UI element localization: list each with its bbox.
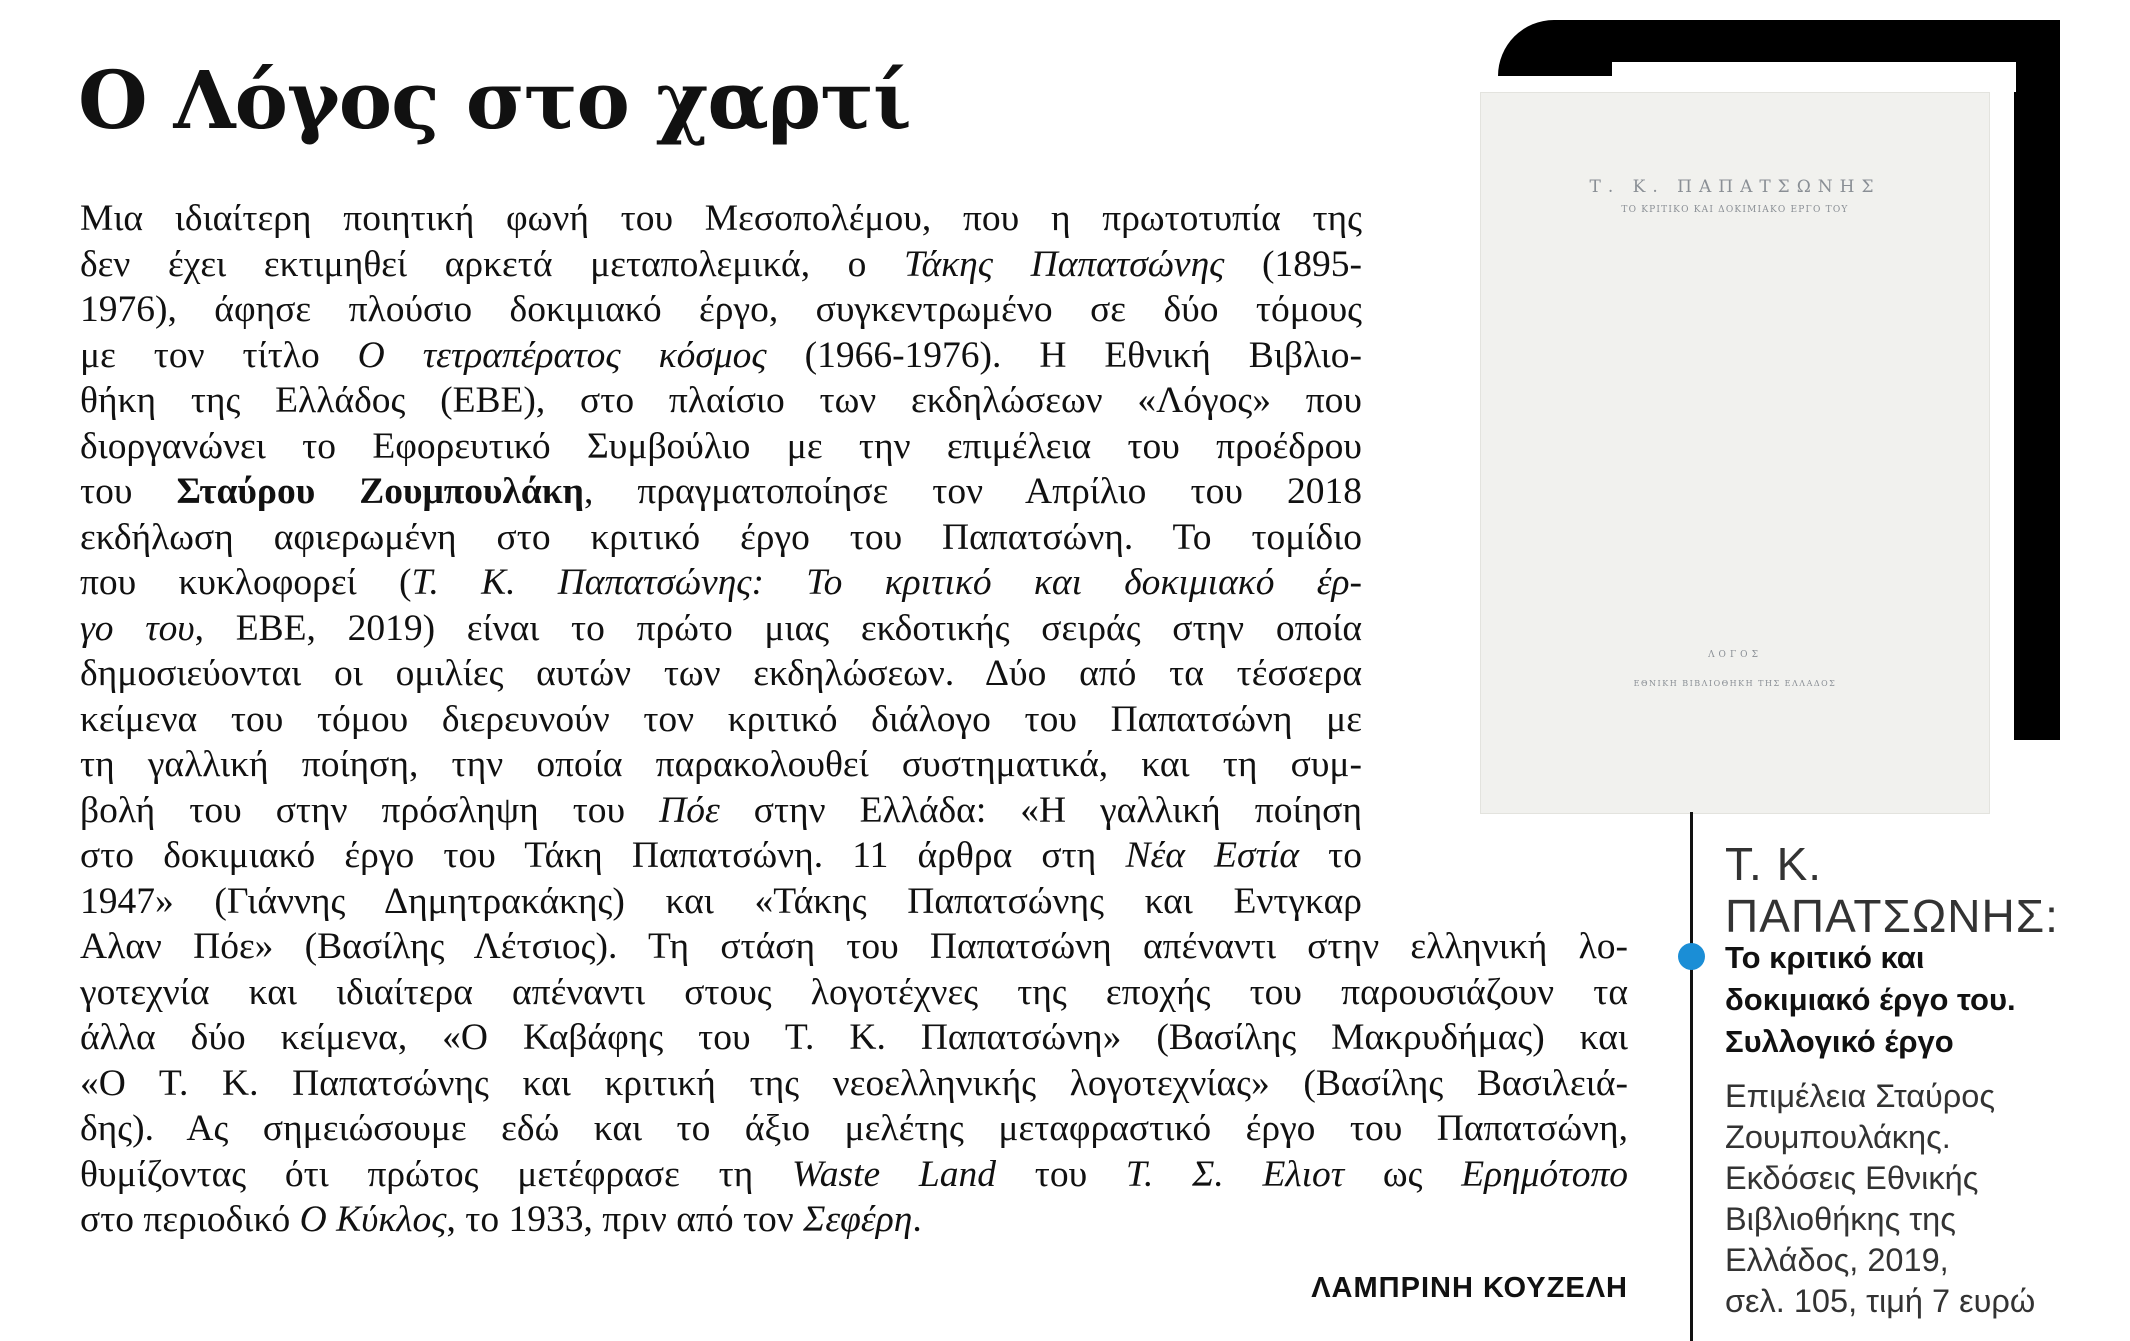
italic-text: Σεφέρη: [803, 1199, 913, 1240]
text-segment: Μια ιδιαίτερη ποιητική φωνή του Μεσοπολέμου, που η πρωτοτυπία της: [80, 198, 1362, 239]
sidebar-detail-line: Επιμέλεια Σταύρος: [1725, 1078, 1996, 1114]
article-body-line: [80, 242, 1362, 288]
text-segment: «Ο Τ. Κ. Παπατσώνης και κριτική της νεοελληνικής λογοτεχνίας» (Βασίλης Βασιλειά-: [80, 1062, 1628, 1104]
text-segment: , το 1933, πριν από τον: [446, 1199, 804, 1240]
article-body-line: [80, 287, 1362, 333]
text-segment: , πραγματοποίησε τον Απρίλιο του 2018: [583, 471, 1362, 512]
text-segment: (1966-1976). Η Εθνική Βιβλιο-: [766, 334, 1363, 376]
italic-text: Ερημότοπο: [1461, 1153, 1628, 1195]
sidebar-book-line: δοκιμιακό έργο του.: [1725, 982, 2016, 1017]
italic-text: Τ. Σ. Ελιοτ: [1125, 1153, 1345, 1195]
article-body-line: [80, 742, 1362, 788]
text-segment: που κυκλοφορεί (: [80, 562, 412, 603]
text-segment: δεν έχει εκτιμηθεί αρκετά μεταπολεμικά, ο: [80, 243, 905, 285]
italic-text: Ο Κύκλος: [299, 1199, 447, 1240]
article-body-line: [80, 1106, 1628, 1152]
article-body-line: [80, 924, 1628, 970]
article-body: [80, 196, 1628, 1243]
text-segment: στην Ελλάδα: «Η γαλλική ποίηση: [719, 789, 1363, 831]
text-segment: 1947» (Γιάννης Δημητρακάκης) και «Τάκης Παπατσώνης και Εντγκαρ: [80, 880, 1362, 922]
sidebar-author-line: ΠΑΠΑΤΣΩΝΗΣ:: [1725, 890, 2059, 942]
article-body-line: [80, 788, 1362, 834]
article-body-line: [80, 1061, 1628, 1107]
sidebar-author-line: Τ. Κ.: [1725, 838, 1823, 890]
article-body-line: [80, 560, 1362, 606]
article-body-line: [80, 651, 1362, 697]
text-segment: Αλαν Πόε» (Βασίλης Λέτσιος). Τη στάση του Παπατσώνη απέναντι στην ελληνική λο-: [80, 926, 1628, 967]
article-body-line: [80, 196, 1362, 242]
article-body-line: [80, 378, 1362, 424]
article-body-line: [80, 879, 1362, 925]
sidebar-book-details: [1725, 1076, 2125, 1322]
text-segment: του: [996, 1153, 1126, 1195]
text-segment: θήκη της Ελλάδος (ΕΒΕ), στο πλαίσιο των εκδηλώσεων «Λόγος» που: [80, 380, 1362, 421]
sidebar-detail-line: σελ. 105, τιμή 7 ευρώ: [1725, 1283, 2036, 1319]
text-segment: με τον τίτλο: [80, 334, 358, 376]
italic-text: Ο τετραπέρατος κόσμος: [357, 334, 767, 376]
text-segment: δης). Ας σημειώσουμε εδώ και το άξιο μελέτης μεταφραστικό έργο του Παπατσώνη,: [80, 1108, 1628, 1149]
italic-text: Πόε: [659, 789, 720, 831]
sidebar-divider: [1690, 812, 1693, 1341]
book-cover-subtitle: ΤΟ ΚΡΙΤΙΚΟ ΚΑΙ ΔΟΚΙΜΙΑΚΟ ΕΡΓΟ ΤΟΥ: [1621, 205, 1849, 215]
frame-inner-cut: [1612, 62, 2016, 92]
text-segment: του: [80, 471, 177, 512]
sidebar-detail-line: Ελλάδος, 2019,: [1725, 1242, 1949, 1278]
article-body-line: [80, 333, 1362, 379]
bullet-dot-icon: [1678, 943, 1705, 970]
text-segment: , ΕΒΕ, 2019) είναι το πρώτο μιας εκδοτικής σειράς στην οποία: [194, 607, 1362, 649]
text-segment: άλλα δύο κείμενα, «Ο Καβάφης του Τ. Κ. Παπατσώνη» (Βασίλης Μακρυδήμας) και: [80, 1017, 1628, 1058]
text-segment: διοργανώνει το Εφορευτικό Συμβούλιο με την επιμέλεια του προέδρου: [80, 425, 1362, 467]
italic-text: Νέα Εστία: [1125, 835, 1299, 876]
text-segment: το: [1299, 835, 1362, 876]
sidebar-detail-line: Ζουμπουλάκης.: [1725, 1119, 1951, 1155]
text-segment: .: [912, 1199, 922, 1240]
text-segment: στο περιοδικό: [80, 1199, 300, 1240]
article-body-line: [80, 469, 1362, 515]
italic-text: Τάκης Παπατσώνης: [904, 243, 1225, 285]
book-cover: [1480, 92, 1990, 814]
text-segment: ως: [1344, 1153, 1462, 1195]
article-body-line: [80, 1015, 1628, 1061]
text-segment: δημοσιεύονται οι ομιλίες αυτών των εκδηλώσεων. Δύο από τα τέσσερα: [80, 653, 1362, 694]
sidebar-detail-line: Εκδόσεις Εθνικής: [1725, 1160, 1979, 1196]
sidebar-book-title: [1725, 937, 2125, 1063]
text-segment: βολή του στην πρόσληψη του: [80, 789, 660, 831]
text-segment: εκδήλωση αφιερωμένη στο κριτικό έργο του Παπατσώνη. Το τομίδιο: [80, 516, 1362, 558]
italic-text: Waste Land: [792, 1153, 997, 1195]
article-body-line: [80, 833, 1362, 879]
bold-text: Σταύρου Ζουμπουλάκη: [176, 471, 584, 512]
article-title: Ο Λόγος στο χαρτί: [78, 53, 911, 147]
article-body-line: [80, 970, 1628, 1016]
frame-inner-cut-side: [1988, 62, 2014, 742]
text-segment: κείμενα του τόμου διερευνούν τον κριτικό διάλογο του Παπατσώνη με: [80, 698, 1362, 740]
text-segment: τη γαλλική ποίηση, την οποία παρακολουθεί συστηματικά, και τη συμ-: [80, 744, 1362, 785]
book-cover-series: ΛΟΓΟΣ: [1708, 650, 1762, 660]
article-body-line: [80, 424, 1362, 470]
article-body-line: [80, 1152, 1628, 1198]
article-author: ΛΑΜΠΡΙΝΗ ΚΟΥΖΕΛΗ: [1311, 1272, 1628, 1304]
text-segment: θυμίζοντας ότι πρώτος μετέφρασε τη: [80, 1153, 792, 1195]
article-body-line: [80, 697, 1362, 743]
text-segment: γοτεχνία και ιδιαίτερα απέναντι στους λογοτέχνες της εποχής του παρουσιάζουν τα: [80, 971, 1628, 1013]
italic-text: γο του: [80, 607, 195, 649]
text-segment: 1976), άφησε πλούσιο δοκιμιακό έργο, συγκεντρωμένο σε δύο τόμους: [80, 289, 1362, 330]
sidebar-book-line: Συλλογικό έργο: [1725, 1024, 1954, 1059]
text-segment: (1895-: [1224, 243, 1362, 285]
sidebar-book-author: [1725, 838, 2125, 942]
book-cover-author: Τ. Κ. ΠΑΠΑΤΣΩΝΗΣ: [1589, 177, 1881, 197]
book-cover-publisher: ΕΘΝΙΚΗ ΒΙΒΛΙΟΘΗΚΗ ΤΗΣ ΕΛΛΑΔΟΣ: [1633, 679, 1837, 688]
article-body-line: [80, 606, 1362, 652]
sidebar-book-line: Το κριτικό και: [1725, 940, 1925, 975]
italic-text: Τ. Κ. Παπατσώνης: Το κριτικό και δοκιμιακό έρ-: [411, 562, 1362, 603]
article-body-line: [80, 1197, 1628, 1243]
article-body-line: [80, 515, 1362, 561]
sidebar-detail-line: Βιβλιοθήκης της: [1725, 1201, 1956, 1237]
text-segment: στο δοκιμιακό έργο του Τάκη Παπατσώνη. 11 άρθρα στη: [80, 835, 1126, 876]
